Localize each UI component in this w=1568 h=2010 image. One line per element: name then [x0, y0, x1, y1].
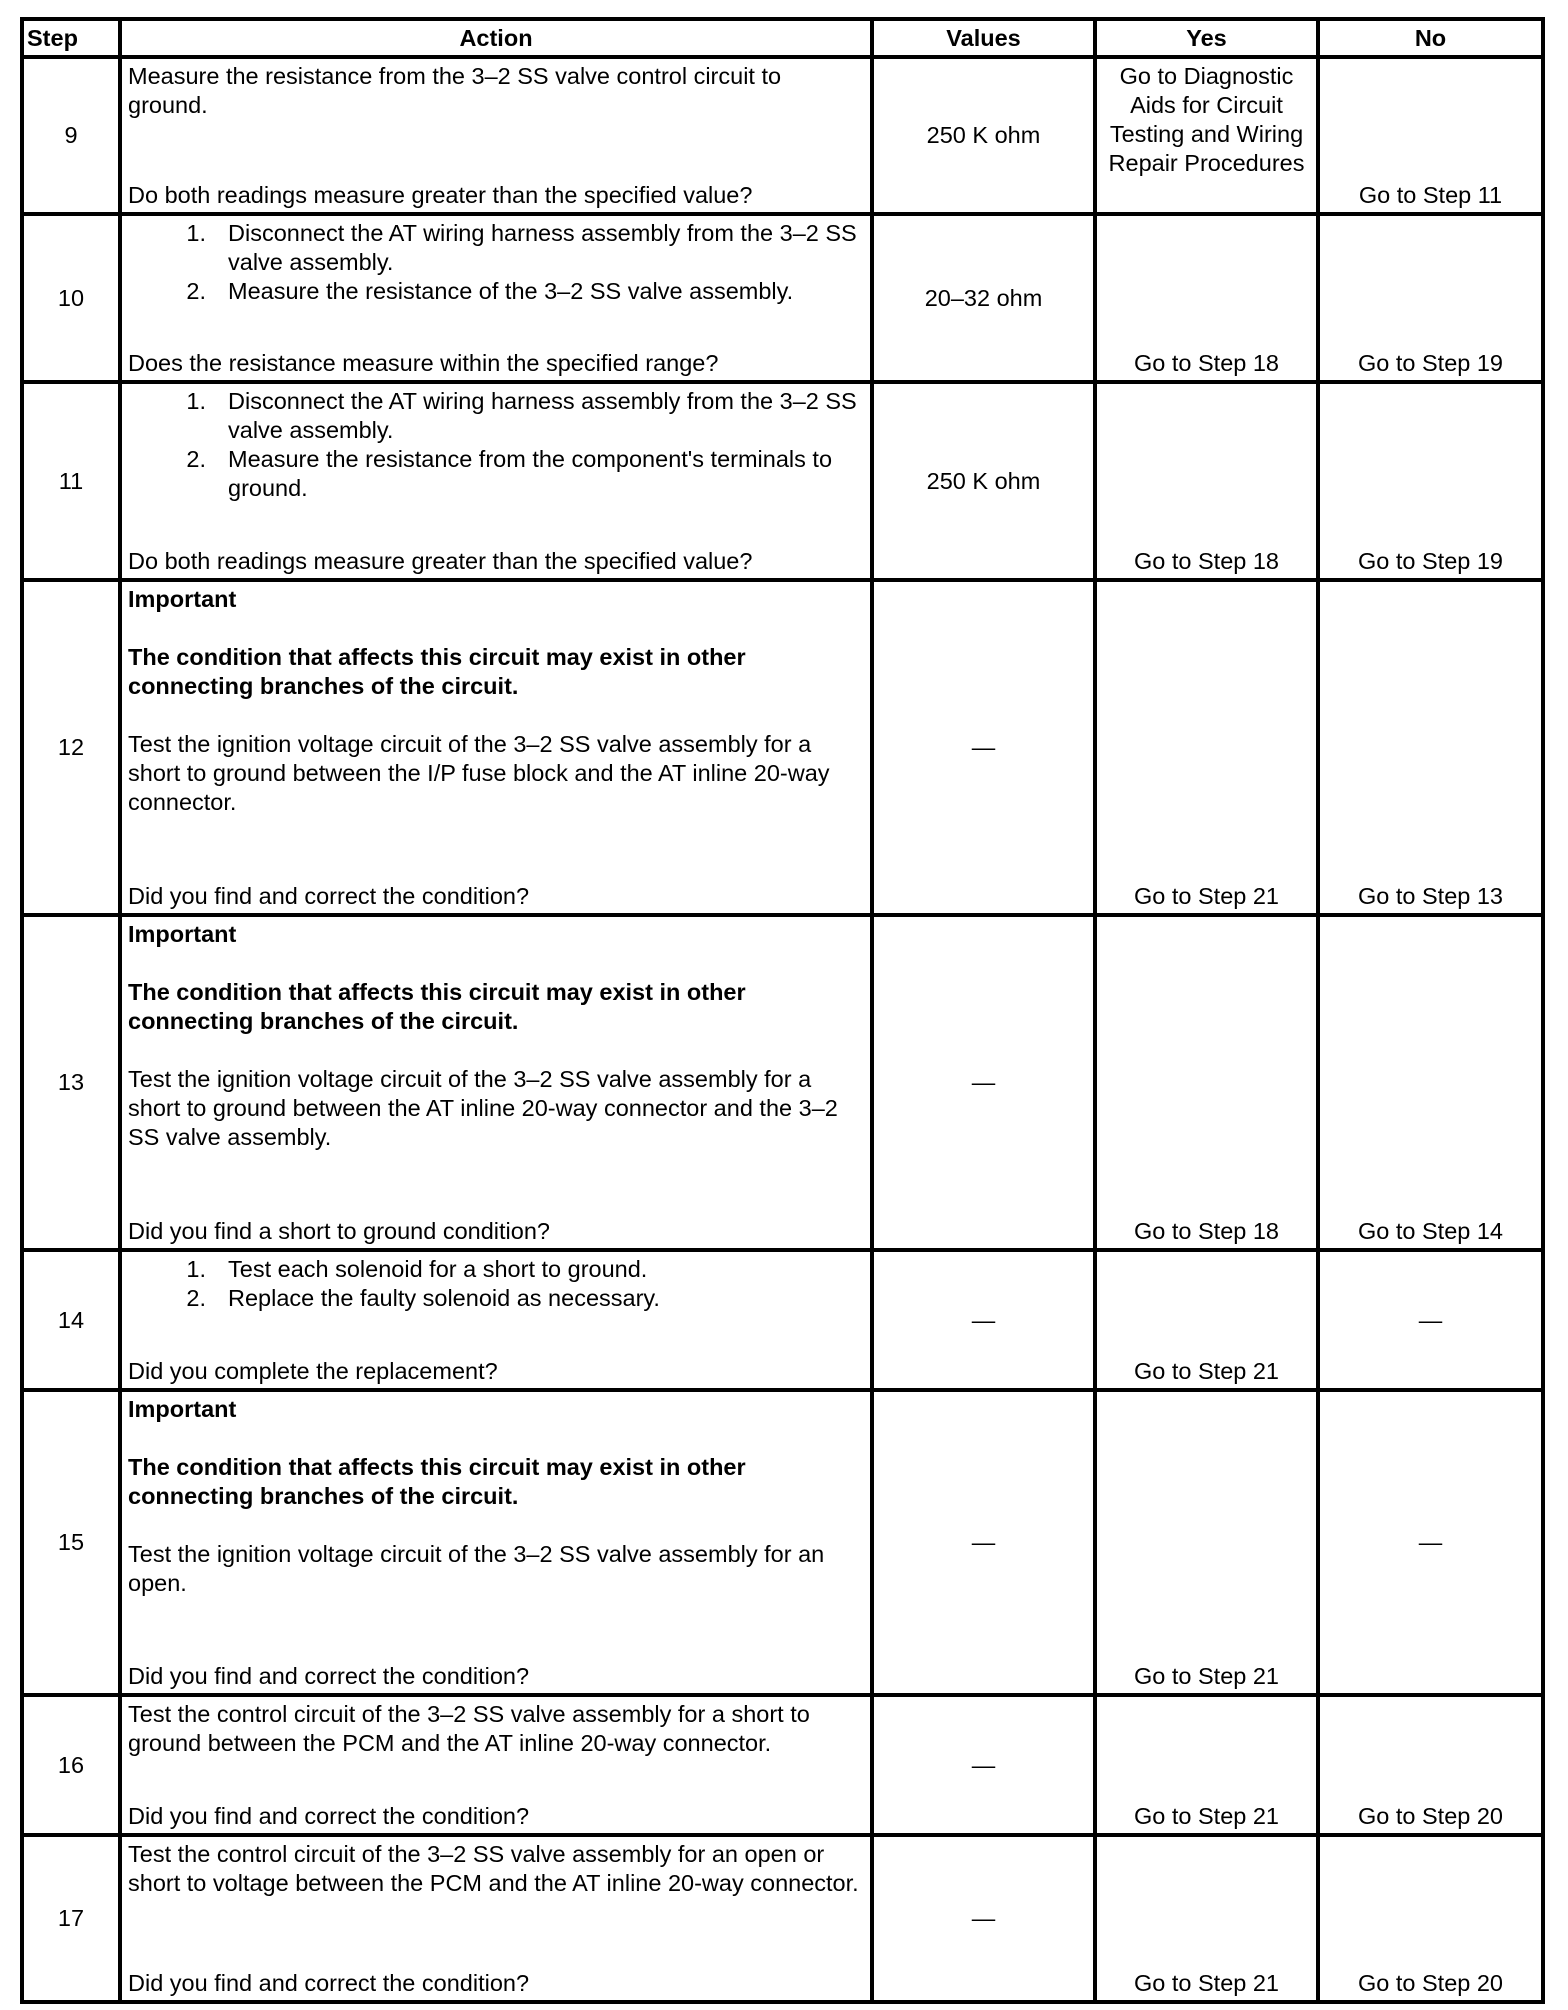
action-question: Did you find a short to ground condition? — [128, 1218, 550, 1244]
values-cell: — — [872, 915, 1095, 1250]
action-question: Did you find and correct the condition? — [128, 883, 530, 909]
action-cell — [120, 915, 872, 1250]
action-cell — [120, 1695, 872, 1835]
step-number: 15 — [22, 1390, 120, 1695]
action-cell — [120, 580, 872, 915]
action-cell — [120, 1835, 872, 2002]
yes-cell: Go to Step 18 — [1095, 214, 1318, 382]
important-heading: Important — [128, 921, 237, 947]
no-cell: Go to Step 19 — [1318, 382, 1543, 580]
important-text: The condition that affects this circuit may exist in other connecting branches of the circuit. — [128, 979, 746, 1034]
list-item: 1. Test each solenoid for a short to ground. — [186, 1256, 648, 1282]
action-question: Did you find and correct the condition? — [128, 1663, 530, 1689]
diagnostic-table — [20, 17, 1545, 2004]
yes-cell: Go to Step 18 — [1095, 915, 1318, 1250]
values-cell: 250 K ohm — [872, 57, 1095, 214]
no-cell: Go to Step 19 — [1318, 214, 1543, 382]
important-text: The condition that affects this circuit may exist in other connecting branches of the circuit. — [128, 644, 746, 699]
action-cell — [120, 382, 872, 580]
action-text: Test the ignition voltage circuit of the 3–2 SS valve assembly for a short to ground between the I/P fuse block and the AT inline 20-way connector. — [128, 731, 830, 815]
action-question: Did you complete the replacement? — [128, 1358, 498, 1384]
step-number: 9 — [22, 57, 120, 214]
step-number: 11 — [22, 382, 120, 580]
yes-cell: Go to Step 21 — [1095, 1695, 1318, 1835]
step-number: 16 — [22, 1695, 120, 1835]
list-item: 1. Disconnect the AT wiring harness assembly from the 3–2 SS valve assembly. — [186, 388, 857, 443]
values-cell: — — [872, 1835, 1095, 2002]
values-cell: — — [872, 1390, 1095, 1695]
action-steps-list — [128, 219, 866, 306]
action-question: Do both readings measure greater than the specified value? — [128, 548, 753, 574]
yes-cell: Go to Step 21 — [1095, 1835, 1318, 2002]
no-cell: Go to Step 14 — [1318, 915, 1543, 1250]
header-values: Values — [872, 19, 1095, 57]
table-row — [22, 580, 1543, 915]
values-cell: — — [872, 580, 1095, 915]
table-row — [22, 382, 1543, 580]
values-cell: — — [872, 1695, 1095, 1835]
no-cell: Go to Step 20 — [1318, 1835, 1543, 2002]
no-cell: Go to Step 11 — [1318, 57, 1543, 214]
important-text: The condition that affects this circuit may exist in other connecting branches of the circuit. — [128, 1454, 746, 1509]
table-row — [22, 1390, 1543, 1695]
action-question: Does the resistance measure within the specified range? — [128, 350, 719, 376]
yes-cell: Go to Step 21 — [1095, 1390, 1318, 1695]
yes-cell: Go to Step 18 — [1095, 382, 1318, 580]
table-row — [22, 1835, 1543, 2002]
list-item: 2. Measure the resistance of the 3–2 SS valve assembly. — [186, 278, 794, 304]
yes-cell: Go to Step 21 — [1095, 580, 1318, 915]
action-cell — [120, 57, 872, 214]
list-item: 1. Disconnect the AT wiring harness assembly from the 3–2 SS valve assembly. — [186, 220, 857, 275]
list-item: 2. Measure the resistance from the component's terminals to ground. — [186, 446, 833, 501]
list-item: 2. Replace the faulty solenoid as necessary. — [186, 1285, 660, 1311]
step-number: 17 — [22, 1835, 120, 2002]
yes-cell: Go to Step 21 — [1095, 1250, 1318, 1390]
step-number: 10 — [22, 214, 120, 382]
action-text: Measure the resistance from the 3–2 SS valve control circuit to ground. — [128, 63, 782, 118]
important-heading: Important — [128, 1396, 237, 1422]
header-step: Step — [22, 19, 120, 57]
table-row — [22, 1250, 1543, 1390]
table-row — [22, 57, 1543, 214]
values-cell: 250 K ohm — [872, 382, 1095, 580]
action-cell — [120, 214, 872, 382]
header-no: No — [1318, 19, 1543, 57]
header-row — [22, 19, 1543, 57]
no-cell: Go to Step 13 — [1318, 580, 1543, 915]
action-question: Did you find and correct the condition? — [128, 1803, 530, 1829]
action-question: Do both readings measure greater than the specified value? — [128, 182, 753, 208]
values-cell: 20–32 ohm — [872, 214, 1095, 382]
no-cell: — — [1318, 1250, 1543, 1390]
no-cell: Go to Step 20 — [1318, 1695, 1543, 1835]
no-cell: — — [1318, 1390, 1543, 1695]
action-text: Test the ignition voltage circuit of the 3–2 SS valve assembly for an open. — [128, 1541, 825, 1596]
action-text: Test the control circuit of the 3–2 SS valve assembly for an open or short to voltage between the PCM and the AT inline 20-way connector. — [128, 1841, 859, 1896]
action-text: Test the control circuit of the 3–2 SS valve assembly for a short to ground between the PCM and the AT inline 20-way connector. — [128, 1701, 810, 1756]
values-cell: — — [872, 1250, 1095, 1390]
action-cell — [120, 1390, 872, 1695]
header-action: Action — [120, 19, 872, 57]
action-steps-list — [128, 387, 866, 503]
table-row — [22, 214, 1543, 382]
action-question: Did you find and correct the condition? — [128, 1970, 530, 1996]
yes-cell: Go to Diagnostic Aids for Circuit Testing and Wiring Repair Procedures — [1095, 57, 1318, 214]
important-heading: Important — [128, 586, 237, 612]
table-row — [22, 1695, 1543, 1835]
action-cell — [120, 1250, 872, 1390]
step-number: 14 — [22, 1250, 120, 1390]
header-yes: Yes — [1095, 19, 1318, 57]
action-steps-list — [128, 1255, 866, 1313]
step-number: 12 — [22, 580, 120, 915]
step-number: 13 — [22, 915, 120, 1250]
table-row — [22, 915, 1543, 1250]
action-text: Test the ignition voltage circuit of the 3–2 SS valve assembly for a short to ground between the AT inline 20-way connector and the 3–2 SS valve assembly. — [128, 1066, 838, 1150]
table-header — [22, 19, 1543, 57]
